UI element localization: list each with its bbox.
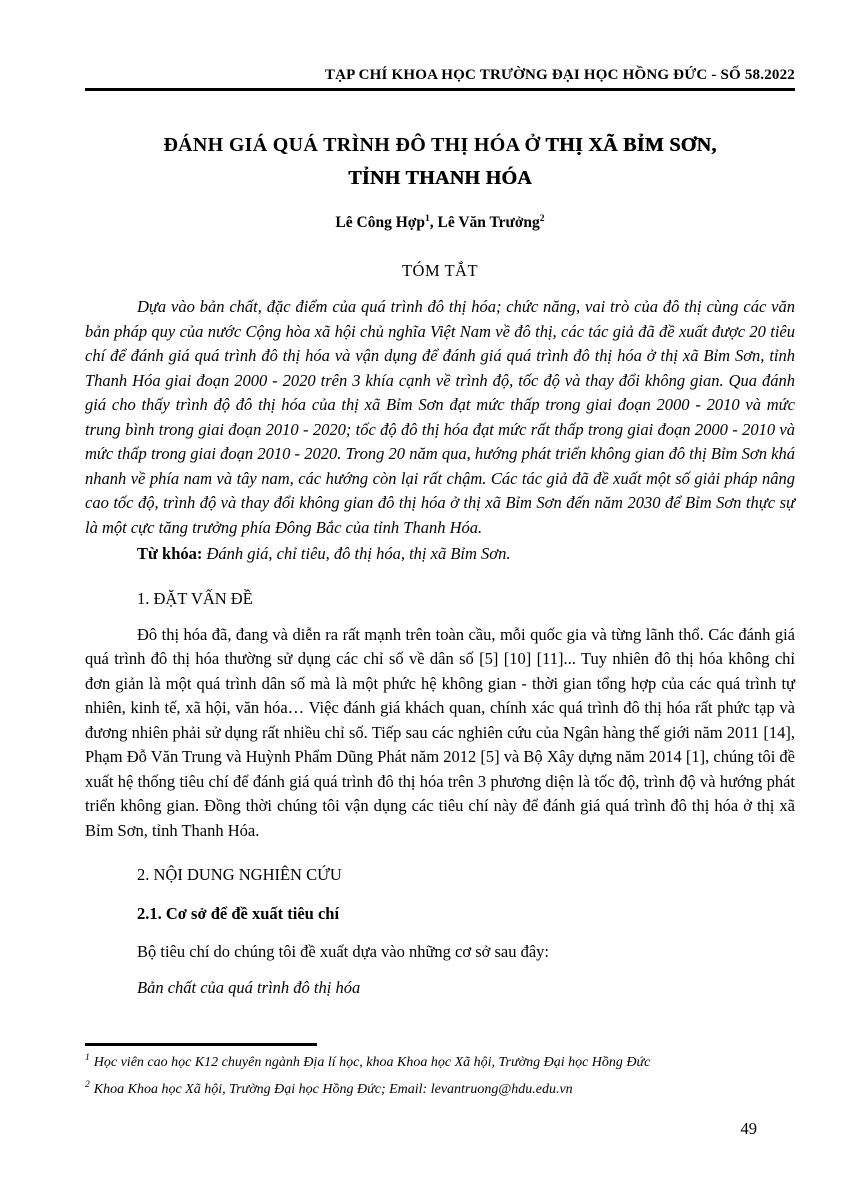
footnote-divider — [85, 1043, 317, 1046]
author-1-name: Lê Công Hợp — [335, 214, 425, 231]
footnote-2-text: Khoa Khoa học Xã hội, Trường Đại học Hồng Đức; Email: levantruong@hdu.edu.vn — [93, 1081, 573, 1097]
authors-separator: , — [429, 214, 438, 231]
section-1-paragraph: Đô thị hóa đã, đang và diễn ra rất mạnh trên toàn cầu, mỗi quốc gia và từng lãnh thổ. Các đánh giá quá trình đô thị hóa thường sử dụng các chỉ số về dân số [5] [10] [11]... Tuy nhiên đô thị hóa không chỉ đơn giản là một quá trình dân số mà là một phức hệ không gian - thời gian tổng hợp của các quá trình tự nhiên, kinh tế, xã hội, văn hóa… Việc đánh giá khách quan, chính xác quá trình đô thị hóa rất phức tạp và đương nhiên phải sử dụng rất nhiều chỉ số. Tiếp sau các nghiên cứu của Ngân hàng thế giới năm 2011 [14], Phạm Đỗ Văn Trung và Huỳnh Phẩm Dũng Phát năm 2012 [5] và Bộ Xây dựng năm 2014 [1], chúng tôi đề xuất hệ thống tiêu chí để đánh giá quá trình đô thị hóa trên 3 phương diện là tốc độ, trình độ và hướng phát triển không gian. Đồng thời chúng tôi vận dụng các tiêu chí này để đánh giá quá trình đô thị hóa ở thị xã Bỉm Sơn, tỉnh Thanh Hóa. — [85, 624, 795, 840]
author-2-name: Lê Văn Trưởng — [437, 214, 540, 231]
footnote-block — [85, 1043, 795, 1100]
journal-running-head: TẠP CHÍ KHOA HỌC TRƯỜNG ĐẠI HỌC HỒNG ĐỨC - SỐ 58.2022 — [324, 67, 795, 83]
page-title-line2: TỈNH THANH HÓA — [348, 167, 532, 189]
section-2-heading: 2. NỘI DUNG NGHIÊN CỨU — [137, 865, 342, 884]
page-title — [85, 129, 795, 195]
footnote-1 — [85, 1052, 795, 1073]
footnote-1-text: Học viên cao học K12 chuyên ngành Địa lí học, khoa Khoa học Xã hội, Trường Đại học Hồng Đức — [93, 1054, 651, 1070]
page-title-part2: THỊ XÃ BỈM SƠN, — [545, 134, 717, 156]
subsection-2-1-topic-line: Bản chất của quá trình đô thị hóa — [137, 978, 361, 997]
authors-line — [85, 213, 795, 233]
subsection-2-1-heading: 2.1. Cơ sở để đề xuất tiêu chí — [137, 904, 340, 923]
author-2-footnote-marker: 2 — [539, 212, 545, 224]
keywords-label: Từ khóa: — [137, 544, 203, 563]
footnote-2 — [85, 1079, 795, 1100]
abstract-heading: TÓM TẮT — [401, 261, 479, 280]
subsection-2-1-intro-line: Bộ tiêu chí do chúng tôi đề xuất dựa vào những cơ sở sau đây: — [137, 942, 550, 961]
author-1-footnote-marker: 1 — [424, 212, 430, 224]
keywords-line — [85, 542, 795, 567]
page-number: 49 — [740, 1119, 757, 1138]
keywords-text: Đánh giá, chỉ tiêu, đô thị hóa, thị xã Bỉm Sơn. — [206, 544, 511, 563]
footnote-1-marker: 1 — [85, 1052, 90, 1063]
abstract-text: Dựa vào bản chất, đặc điểm của quá trình đô thị hóa; chức năng, vai trò của đô thị cùng các văn bản pháp quy của nước Cộng hòa xã hội chủ nghĩa Việt Nam về đô thị, các tác giả đã đề xuất được 20 tiêu chí để đánh giá quá trình đô thị hóa và vận dụng để đánh giá quá trình đô thị hóa ở thị xã Bỉm Sơn, tỉnh Thanh Hóa giai đoạn 2000 - 2020 trên 3 khía cạnh về trình độ, tốc độ và thay đổi không gian. Qua đánh giá cho thấy trình độ đô thị hóa của thị xã Bỉm Sơn đạt mức thấp trong giai đoạn 2000 - 2010 và mức trung bình trong giai đoạn 2010 - 2020; tốc độ đô thị hóa đạt mức rất thấp trong giai đoạn 2000 - 2010 và mức thấp trong giai đoạn 2010 - 2020. Trong 20 năm qua, hướng phát triển không gian đô thị Bỉm Sơn khá nhanh về phía nam và tây nam, các hướng còn lại rất chậm. Các tác giả đã đề xuất một số giải pháp nâng cao tốc độ, trình độ và thay đổi không gian đô thị hóa ở thị xã Bỉm Sơn đến năm 2030 để Bỉm Sơn thực sự là một cực tăng trưởng phía Đông Bắc của tỉnh Thanh Hóa. — [85, 297, 795, 537]
header-divider — [85, 88, 795, 91]
footnote-2-marker: 2 — [85, 1079, 90, 1090]
section-1-heading: 1. ĐẶT VẤN ĐỀ — [137, 588, 253, 608]
page-title-part1: ĐÁNH GIÁ QUÁ TRÌNH ĐÔ THỊ HÓA Ở — [163, 134, 541, 156]
